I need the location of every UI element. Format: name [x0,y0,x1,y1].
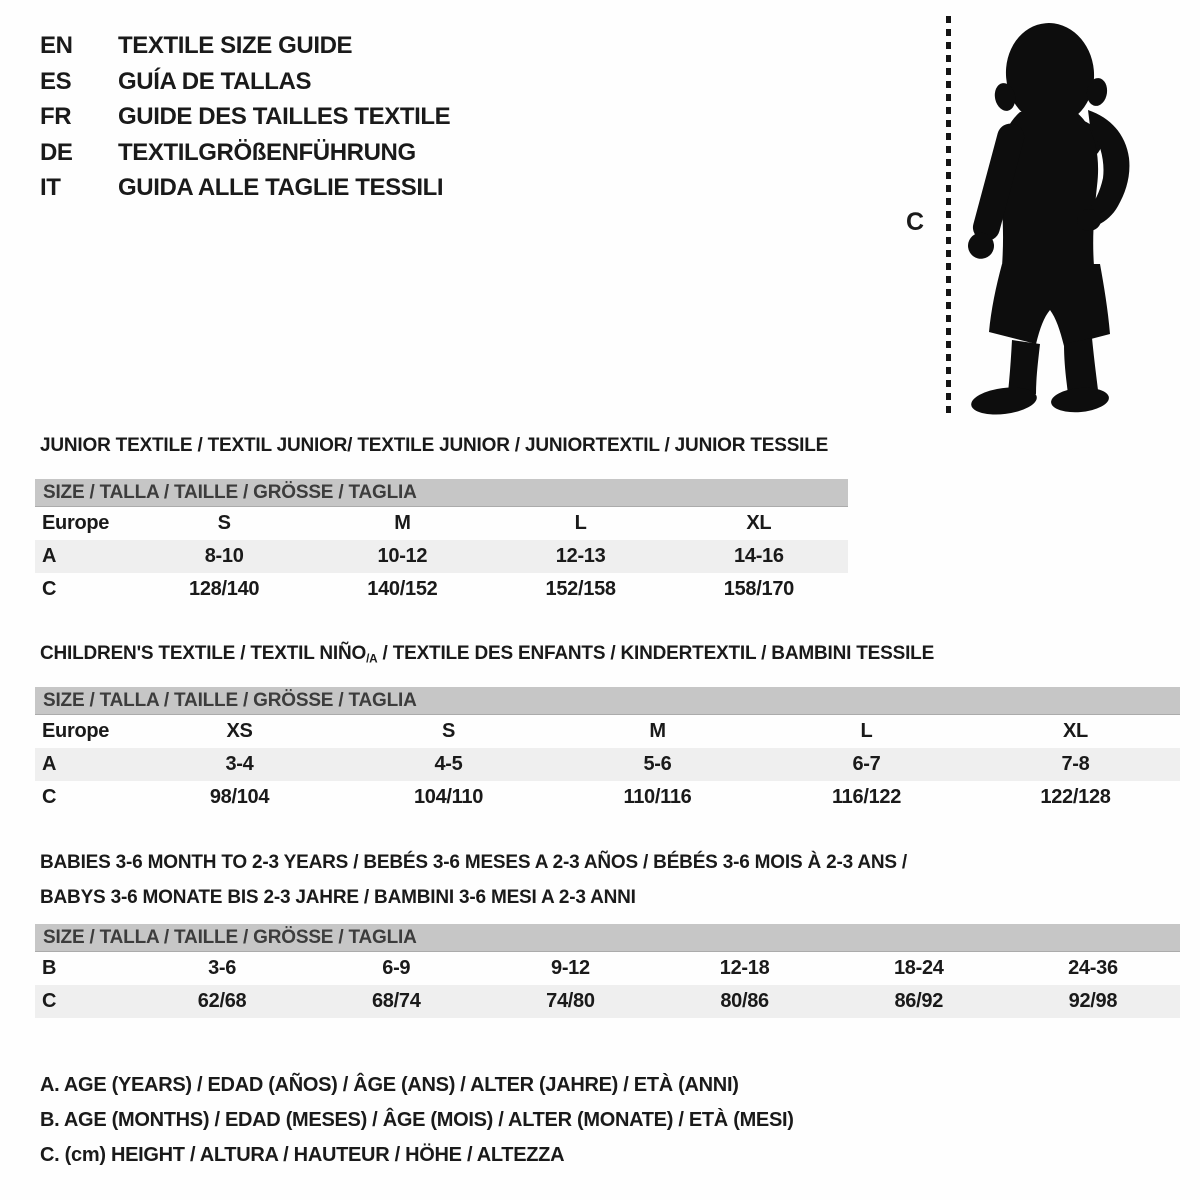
table-cell: 122/128 [1040,786,1111,808]
table-cell: 14-16 [734,545,784,567]
table-cell: 12-13 [555,545,606,567]
table-cell: 74/80 [546,990,595,1012]
legend-line-height: C. (cm) HEIGHT / ALTURA / HAUTEUR / HÖHE / ALTEZZA [40,1144,565,1166]
row-label: C [42,786,57,808]
legend [40,1068,794,1173]
row-label: Europe [42,512,110,534]
language-code: EN [40,32,73,59]
table-cell: M [649,720,666,742]
table-cell: XL [746,512,772,534]
table-cell: 98/104 [209,786,270,808]
table-cell: 158/170 [723,578,794,600]
table-cell: 140/152 [367,578,438,600]
babies-size-table [35,924,1180,1018]
table-cell: 5-6 [643,753,672,775]
language-code: FR [40,103,72,130]
size-header-bar: SIZE / TALLA / TAILLE / GRÖSSE / TAGLIA [35,924,1180,952]
language-row-en [40,28,450,64]
table-row-height [35,573,848,606]
junior-section-title: JUNIOR TEXTILE / TEXTIL JUNIOR/ TEXTILE JUNIOR / JUNIORTEXTIL / JUNIOR TESSILE [40,435,829,456]
table-cell: 116/122 [831,786,902,808]
table-cell: 128/140 [189,578,260,600]
language-title: GUIDE DES TAILLES TEXTILE [118,103,451,130]
language-row-fr [40,99,450,135]
language-row-de [40,135,450,171]
table-cell: 24-36 [1068,957,1118,979]
row-label: Europe [42,720,110,742]
table-cell: 62/68 [197,990,247,1012]
table-cell: 8-10 [204,545,244,567]
row-label: B [42,957,57,979]
legend-line-age-years: A. AGE (YEARS) / EDAD (AÑOS) / ÂGE (ANS) / ALTER (JAHRE) / ETÀ (ANNI) [40,1074,739,1096]
table-cell: 10-12 [377,545,428,567]
table-row-height [35,985,1180,1018]
table-cell: XS [226,720,253,742]
height-measure-label: C [906,208,925,236]
table-cell: 6-7 [852,753,881,775]
junior-size-table [35,479,848,606]
table-cell: XL [1063,720,1088,742]
table-cell: 110/116 [623,786,692,808]
table-cell: 4-5 [434,753,463,775]
table-row-age [35,540,848,573]
table-row-height [35,781,1180,814]
language-row-es [40,64,450,100]
table-cell: 92/98 [1068,990,1118,1012]
language-code: DE [40,138,73,166]
children-section-title [40,642,934,671]
table-row-age [35,748,1180,781]
language-title: GUIDA ALLE TAGLIE TESSILI [118,174,444,201]
row-label: A [42,545,57,567]
table-cell: S [217,512,231,534]
table-cell: 3-6 [208,957,237,979]
size-header-bar: SIZE / TALLA / TAILLE / GRÖSSE / TAGLIA [35,687,1180,715]
language-header [40,28,450,206]
table-cell: L [860,720,873,742]
table-cell: M [394,512,411,534]
table-row-europe [35,715,1180,748]
table-cell: 7-8 [1061,753,1090,775]
table-cell: 18-24 [893,957,944,979]
table-cell: 6-9 [382,957,411,979]
children-size-table [35,687,1180,814]
language-code: ES [40,67,72,95]
table-cell: 3-4 [225,753,254,775]
table-cell: 9-12 [551,957,590,979]
row-label: A [42,753,57,775]
babies-title-line2: BABYS 3-6 MONATE BIS 2-3 JAHRE / BAMBINI 3-6 MESI A 2-3 ANNI [40,887,636,908]
table-cell: 104/110 [413,786,484,808]
height-dashed-line [946,16,951,416]
language-title: GUÍA DE TALLAS [118,67,312,95]
row-label: C [42,578,57,600]
table-cell: 68/74 [371,990,421,1012]
table-cell: 80/86 [720,990,769,1012]
language-code: IT [40,174,61,201]
language-title: TEXTILE SIZE GUIDE [118,32,353,59]
table-cell: 12-18 [719,957,770,979]
row-label: C [42,990,57,1012]
children-title-sub: /A [366,652,378,666]
language-title: TEXTILGRÖßENFÜHRUNG [118,138,416,166]
children-title-pre: CHILDREN'S TEXTILE / TEXTIL NIÑO [40,643,367,664]
legend-line-age-months: B. AGE (MONTHS) / EDAD (MESES) / ÂGE (MOIS) / ALTER (MONATE) / ETÀ (MESI) [40,1109,794,1131]
babies-title-line1: BABIES 3-6 MONTH TO 2-3 YEARS / BEBÉS 3-6 MESES A 2-3 AÑOS / BÉBÉS 3-6 MOIS À 2-3 ANS / [40,852,908,873]
babies-section-title [40,845,907,915]
table-cell: 86/92 [894,990,944,1012]
table-cell: S [441,720,456,742]
language-row-it [40,170,450,206]
table-row-months [35,952,1180,985]
table-cell: L [574,512,587,534]
size-header-bar: SIZE / TALLA / TAILLE / GRÖSSE / TAGLIA [35,479,848,507]
table-row-europe [35,507,848,540]
children-title-post: / TEXTILE DES ENFANTS / KINDERTEXTIL / BAMBINI TESSILE [377,643,935,664]
toddler-silhouette-icon [958,12,1148,420]
table-cell: 152/158 [545,578,616,600]
